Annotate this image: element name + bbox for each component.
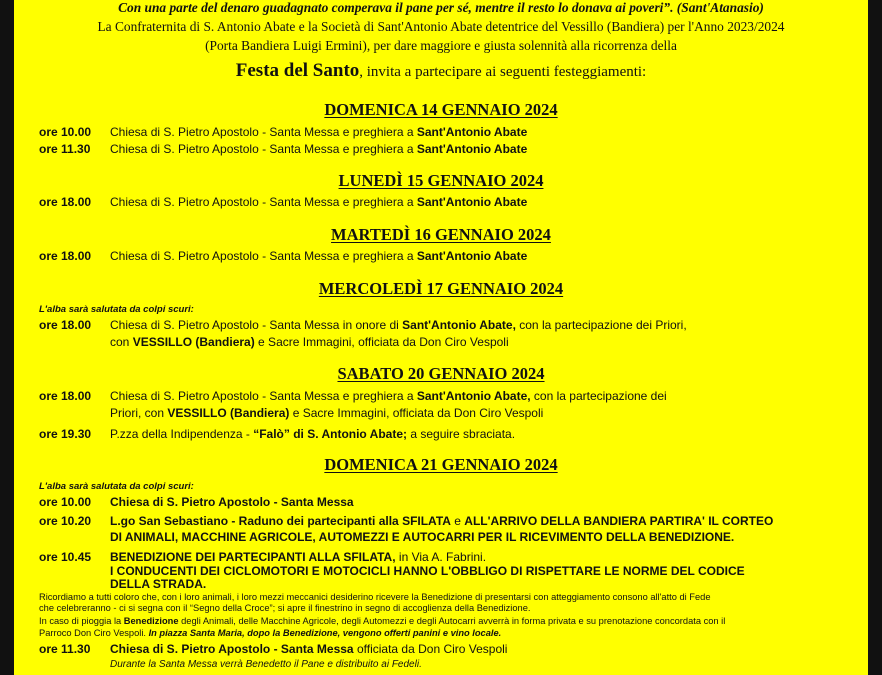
event-row — [39, 195, 527, 210]
alba-note: L'alba sarà salutata da colpi scuri: — [39, 304, 194, 315]
event-desc: Chiesa di S. Pietro Apostolo - Santa Messa e preghiera a Sant'Antonio Abate — [110, 142, 528, 156]
day-heading-17: MERCOLEDÌ 17 GENNAIO 2024 — [318, 279, 564, 298]
event-time: ore 18.00 — [39, 249, 92, 263]
event-desc-cont: Priori, con VESSILLO (Bandiera) e Sacre Immagini, officiata da Don Ciro Vespoli — [110, 406, 544, 420]
event-desc: Chiesa di S. Pietro Apostolo - Santa Messa e preghiera a Sant'Antonio Abate, con la partecipazione dei — [110, 389, 667, 403]
festa-title: Festa del Santo — [235, 60, 360, 81]
event-row — [39, 389, 667, 404]
event-row — [39, 249, 527, 264]
event-row — [39, 514, 773, 529]
event-desc: BENEDIZIONE DEI PARTECIPANTI ALLA SFILATA, in Via A. Fabrini. — [110, 550, 487, 564]
event-desc: Chiesa di S. Pietro Apostolo - Santa Messa e preghiera a Sant'Antonio Abate — [110, 249, 528, 263]
event-desc-cont: I CONDUCENTI DEI CICLOMOTORI E MOTOCICLI HANNO L'OBBLIGO DI RISPETTARE LE NORME DEL CODICE — [110, 564, 745, 578]
event-desc: Chiesa di S. Pietro Apostolo - Santa Messa — [110, 495, 354, 509]
day-heading-14: DOMENICA 14 GENNAIO 2024 — [324, 100, 558, 119]
event-time: ore 18.00 — [39, 318, 92, 332]
blessing-note: che celebreranno - ci si segna con il “Segno della Croce”; si apre il finestrino in segno di accoglienza della Benedizione. — [39, 603, 531, 613]
event-desc-cont: DI ANIMALI, MACCHINE AGRICOLE, AUTOMEZZI E AUTOCARRI PER IL RICEVIMENTO DELLA BENEDIZIONE. — [110, 530, 735, 544]
event-time: ore 11.30 — [39, 642, 91, 656]
event-row — [39, 642, 507, 657]
event-time: ore 18.00 — [39, 195, 92, 209]
event-row — [39, 550, 486, 565]
saint-quote: Con una parte del denaro guadagnato comperava il pane per sé, mentre il resto lo donava ai poveri”. (Sant'Atanasio) — [118, 0, 764, 15]
day-heading-20: SABATO 20 GENNAIO 2024 — [337, 364, 545, 383]
intro-line-2: (Porta Bandiera Luigi Ermini), per dare maggiore e giusta solennità alla ricorrenza della — [205, 38, 677, 53]
event-desc: L.go San Sebastiano - Raduno dei partecipanti alla SFILATA e ALL'ARRIVO DELLA BANDIERA PARTIRA' IL CORTEO — [110, 514, 774, 528]
rain-note: Parroco Don Ciro Vespoli. In piazza Santa Maria, dopo la Benedizione, vengono offerti panini e vino locale. — [39, 628, 502, 638]
event-time: ore 10.00 — [39, 495, 92, 509]
alba-note: L'alba sarà salutata da colpi scuri: — [39, 481, 194, 492]
event-row — [39, 495, 354, 510]
event-desc: Chiesa di S. Pietro Apostolo - Santa Messa in onore di Sant'Antonio Abate, con la partecipazione dei Priori, — [110, 318, 687, 332]
event-row — [39, 318, 687, 333]
event-desc-cont: con VESSILLO (Bandiera) e Sacre Immagini, officiata da Don Ciro Vespoli — [110, 335, 509, 349]
day-heading-21: DOMENICA 21 GENNAIO 2024 — [324, 455, 558, 474]
intro-line-1: La Confraternita di S. Antonio Abate e la Società di Sant'Antonio Abate detentrice del Vessillo (Bandiera) per l'Anno 2023/2024 — [97, 19, 785, 34]
event-time: ore 10.20 — [39, 514, 92, 528]
event-time: ore 19.30 — [39, 427, 92, 441]
event-desc: Chiesa di S. Pietro Apostolo - Santa Messa officiata da Don Ciro Vespoli — [110, 642, 508, 656]
event-desc-cont: DELLA STRADA. — [110, 577, 207, 591]
event-time: ore 10.00 — [39, 125, 92, 139]
event-time: ore 11.30 — [39, 142, 91, 156]
rain-note: In caso di pioggia la Benedizione degli Animali, delle Macchine Agricole, degli Automezzi e degli Autocarri avverrà in forma privata e su prenotazione concordata con il — [39, 616, 726, 626]
bread-note: Durante la Santa Messa verrà Benedetto il Pane e distribuito ai Fedeli. — [110, 659, 422, 670]
event-desc: Chiesa di S. Pietro Apostolo - Santa Messa e preghiera a Sant'Antonio Abate — [110, 195, 528, 209]
day-heading-15: LUNEDÌ 15 GENNAIO 2024 — [338, 171, 544, 190]
event-time: ore 10.45 — [39, 550, 92, 564]
event-row — [39, 427, 515, 442]
event-desc: P.zza della Indipendenza - “Falò” di S. Antonio Abate; a seguire sbraciata. — [110, 427, 516, 441]
day-heading-16: MARTEDÌ 16 GENNAIO 2024 — [331, 225, 551, 244]
festa-invite-rest: , invita a partecipare ai seguenti festeggiamenti: — [359, 64, 647, 80]
festa-invite — [0, 60, 882, 82]
blessing-note: Ricordiamo a tutti coloro che, con i loro animali, i loro mezzi meccanici desiderino ricevere la Benedizione di presentarsi con atteggiamento consono all'atto di Fede — [39, 592, 711, 602]
event-row — [39, 125, 527, 140]
event-time: ore 18.00 — [39, 389, 92, 403]
event-row — [39, 142, 527, 157]
event-desc: Chiesa di S. Pietro Apostolo - Santa Messa e preghiera a Sant'Antonio Abate — [110, 125, 528, 139]
